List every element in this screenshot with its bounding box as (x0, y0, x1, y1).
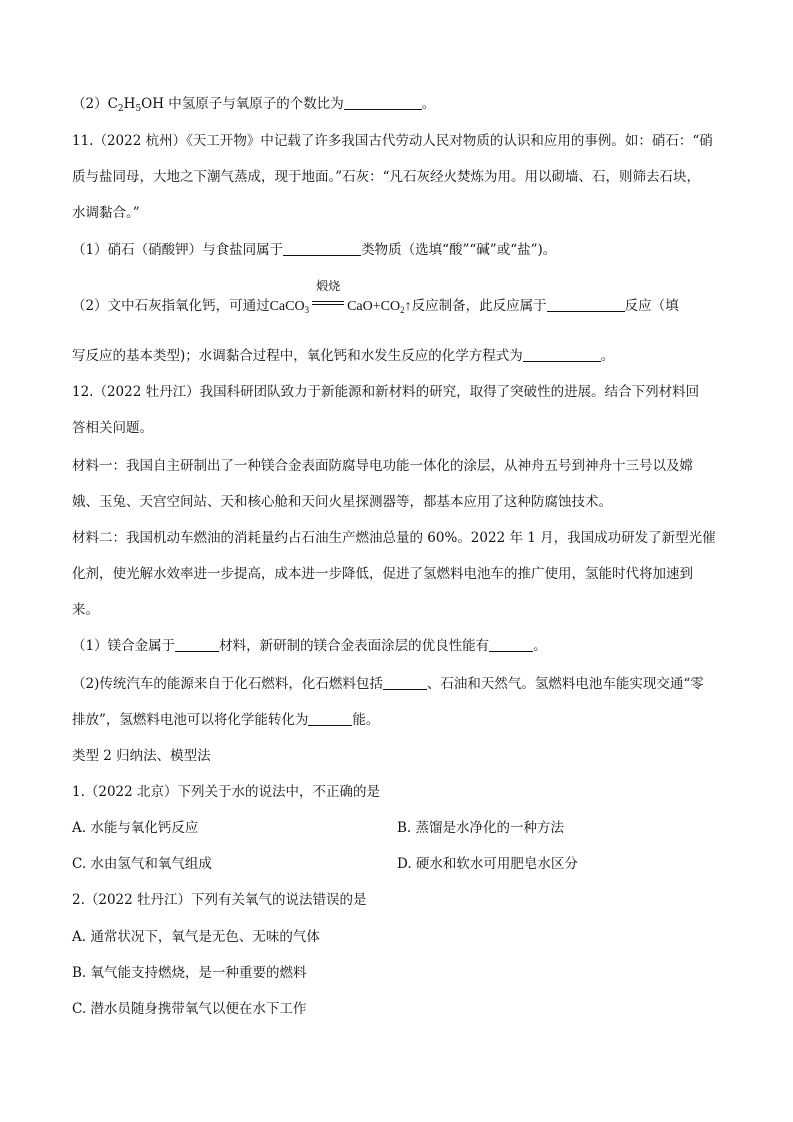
text: 。 (533, 638, 547, 654)
condition-label: 煅烧 (316, 279, 341, 293)
equals-line (312, 301, 344, 302)
question-12-part-2-line-2 (72, 710, 732, 730)
section-heading: 类型 2 归纳法、模型法 (72, 748, 211, 764)
answer-blank[interactable] (383, 675, 427, 690)
equals-line (312, 304, 344, 305)
subscript: 2 (400, 305, 405, 315)
text: OH 中氢原子与氧原子的个数比为 (141, 96, 344, 112)
answer-blank[interactable] (175, 637, 219, 652)
answer-blank[interactable] (283, 241, 361, 256)
question-11-part-3 (72, 346, 732, 366)
equation-reactant: CaCO (269, 299, 305, 314)
question-11-stem-line-3: 水调黏合。” (72, 205, 140, 221)
answer-blank[interactable] (308, 711, 352, 726)
problem-1-option-c[interactable]: C. 水由氢气和氧气组成 (72, 856, 212, 872)
material-1-line-2: 娥、玉兔、天宫空间站、天和核心舱和天问火星探测器等，都基本应用了这种防腐蚀技术。 (72, 494, 612, 510)
problem-2-stem: 2.（2022 牡丹江）下列有关氧气的说法错误的是 (72, 892, 367, 908)
material-2-line-3: 来。 (72, 602, 99, 618)
problem-1-stem: 1.（2022 北京）下列关于水的说法中，不正确的是 (72, 784, 381, 800)
text: 能。 (352, 712, 380, 728)
question-12-part-2 (72, 674, 732, 694)
material-2-line-2: 化剂，使光解水效率进一步提高，成本进一步降低，促进了氢燃料电池车的推广使用，氢能时代将加速到 (72, 566, 693, 582)
material-2-line-1: 材料二：我国机动车燃油的消耗量约占石油生产燃油总量的 60%。2022 年 1 月，我国成功研发了新型光催 (72, 530, 716, 546)
question-12-part-1 (72, 636, 732, 656)
question-11-part-2 (72, 279, 732, 317)
question-11-stem-line-1: 11.（2022 杭州）《天工开物》中记载了许多我国古代劳动人民对物质的认识和应用的事例。如：硝石：“硝 (72, 133, 713, 149)
problem-1-option-d[interactable]: D. 硬水和软水可用肥皂水区分 (397, 856, 578, 872)
question-11-part-1 (72, 240, 732, 260)
problem-1-option-b[interactable]: B. 蒸馏是水净化的一种方法 (397, 820, 565, 836)
answer-blank[interactable] (344, 95, 422, 110)
problem-1-option-a[interactable]: A. 水能与氧化钙反应 (72, 820, 199, 836)
problem-2-option-b[interactable]: B. 氧气能支持燃烧，是一种重要的燃料 (72, 965, 307, 981)
text: 。 (600, 348, 615, 364)
text: 反应制备，此反应属于 (411, 298, 547, 314)
equation-product: CaO+CO (347, 299, 401, 314)
subscript: 3 (304, 305, 310, 315)
text: （2)传统汽车的能源来自于化石燃料，化石燃料包括 (72, 676, 383, 692)
text: 、石油和天然气。氢燃料电池车能实现交通“零 (426, 676, 704, 692)
text: （2）C (72, 96, 118, 112)
text: （1）硝石（硝酸钾）与食盐同属于 (72, 242, 284, 258)
text: 反应（填 (624, 298, 679, 314)
answer-blank[interactable] (489, 637, 533, 652)
text: （2）文中石灰指氧化钙，可通过 (72, 298, 270, 314)
problem-2-option-c[interactable]: C. 潜水员随身携带氧气以便在水下工作 (72, 1001, 307, 1017)
reaction-condition (310, 279, 346, 312)
problem-2-option-a[interactable]: A. 通常状况下，氧气是无色、无味的气体 (72, 929, 320, 945)
text: 材料，新研制的镁合金表面涂层的优良性能有 (219, 638, 490, 654)
text: （1）镁合金属于 (72, 638, 176, 654)
question-10-part-2 (72, 94, 732, 114)
text: 。 (421, 96, 436, 112)
text: 排放”，氢燃料电池可以将化学能转化为 (72, 712, 309, 728)
gas-arrow-icon: ↑ (404, 299, 412, 314)
chemical-equation (269, 279, 412, 315)
material-1-line-1: 材料一：我国自主研制出了一种镁合金表面防腐导电功能一体化的涂层，从神舟五号到神舟十三号以及嫦 (72, 458, 693, 474)
subscript: 5 (135, 104, 142, 114)
answer-blank[interactable] (547, 297, 625, 312)
text: 写反应的基本类型)；水调黏合过程中，氧化钙和水发生反应的化学方程式为 (72, 348, 523, 364)
question-12-stem-line-1: 12.（2022 牡丹江）我国科研团队致力于新能源和新材料的研究，取得了突破性的进展。结合下列材料回 (72, 384, 700, 400)
text: 类物质（选填“酸”“碱”或“盐”)。 (361, 242, 557, 258)
subscript: 2 (117, 104, 124, 114)
answer-blank[interactable] (523, 347, 601, 362)
text: H (123, 96, 136, 112)
question-11-stem-line-2: 质与盐同母，大地之下潮气蒸成，现于地面。”石灰：“凡石灰经火焚炼为用。用以砌墙、石，则筛去石块， (72, 169, 701, 185)
question-12-stem-line-2: 答相关问题。 (72, 420, 153, 436)
